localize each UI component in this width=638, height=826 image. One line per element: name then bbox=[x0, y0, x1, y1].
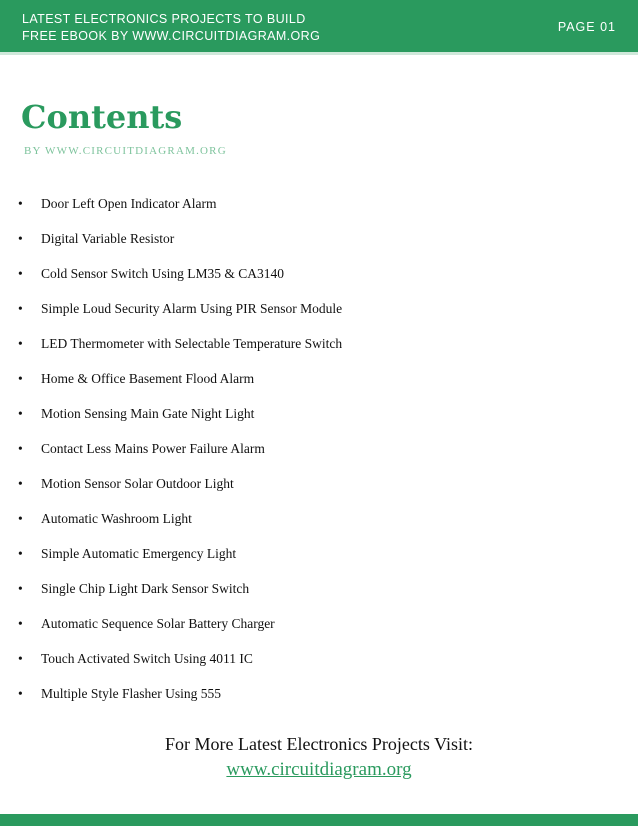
list-item-label: Automatic Washroom Light bbox=[41, 511, 192, 526]
bottom-bar bbox=[0, 814, 638, 826]
bullet-icon: • bbox=[18, 371, 23, 386]
bullet-icon: • bbox=[18, 651, 23, 666]
list-item[interactable] bbox=[0, 606, 638, 641]
footer-text: For More Latest Electronics Projects Visit: bbox=[164, 734, 474, 754]
bullet-icon: • bbox=[18, 476, 23, 491]
bullet-icon: • bbox=[18, 686, 23, 701]
bullet-icon: • bbox=[18, 231, 23, 246]
list-item-label: Cold Sensor Switch Using LM35 & CA3140 bbox=[41, 266, 285, 281]
list-item[interactable] bbox=[0, 571, 638, 606]
list-item[interactable] bbox=[0, 676, 638, 711]
list-item[interactable] bbox=[0, 536, 638, 571]
list-item[interactable] bbox=[0, 326, 638, 361]
bullet-icon: • bbox=[18, 266, 23, 281]
list-item[interactable] bbox=[0, 361, 638, 396]
list-item-label: Contact Less Mains Power Failure Alarm bbox=[41, 441, 265, 456]
bullet-icon: • bbox=[18, 581, 23, 596]
bullet-icon: • bbox=[18, 301, 23, 316]
list-item-label: Touch Activated Switch Using 4011 IC bbox=[41, 651, 253, 666]
contents-list bbox=[0, 186, 638, 711]
bullet-icon: • bbox=[18, 441, 23, 456]
bullet-icon: • bbox=[18, 406, 23, 421]
header-title-line1: LATEST ELECTRONICS PROJECTS TO BUILD bbox=[22, 12, 306, 26]
contents-title: Contents bbox=[21, 98, 183, 136]
header-title-line2: FREE EBOOK BY WWW.CIRCUITDIAGRAM.ORG bbox=[22, 29, 321, 43]
list-item-label: Automatic Sequence Solar Battery Charger bbox=[41, 616, 275, 631]
list-item[interactable] bbox=[0, 501, 638, 536]
footer-website-link[interactable]: www.circuitdiagram.org bbox=[226, 759, 412, 780]
list-item[interactable] bbox=[0, 221, 638, 256]
bullet-icon: • bbox=[18, 546, 23, 561]
list-item[interactable] bbox=[0, 186, 638, 221]
list-item[interactable] bbox=[0, 431, 638, 466]
list-item[interactable] bbox=[0, 466, 638, 501]
bullet-icon: • bbox=[18, 616, 23, 631]
list-item-label: Simple Automatic Emergency Light bbox=[41, 546, 237, 561]
list-item-label: Motion Sensor Solar Outdoor Light bbox=[41, 476, 234, 491]
page-header bbox=[0, 0, 638, 55]
bullet-icon: • bbox=[18, 511, 23, 526]
list-item[interactable] bbox=[0, 396, 638, 431]
list-item-label: Door Left Open Indicator Alarm bbox=[41, 196, 217, 211]
list-item-label: Simple Loud Security Alarm Using PIR Sensor Module bbox=[41, 301, 343, 316]
list-item-label: Single Chip Light Dark Sensor Switch bbox=[41, 581, 250, 596]
list-item[interactable] bbox=[0, 256, 638, 291]
bullet-icon: • bbox=[18, 196, 23, 211]
bullet-icon: • bbox=[18, 336, 23, 351]
header-title bbox=[22, 11, 320, 45]
list-item[interactable] bbox=[0, 291, 638, 326]
contents-subtitle: BY WWW.CIRCUITDIAGRAM.ORG bbox=[24, 145, 227, 157]
list-item-label: Home & Office Basement Flood Alarm bbox=[41, 371, 255, 386]
page-number: PAGE 01 bbox=[557, 20, 616, 34]
list-item-label: Motion Sensing Main Gate Night Light bbox=[41, 406, 255, 421]
list-item-label: Multiple Style Flasher Using 555 bbox=[41, 686, 221, 701]
list-item[interactable] bbox=[0, 641, 638, 676]
list-item-label: Digital Variable Resistor bbox=[41, 231, 175, 246]
list-item-label: LED Thermometer with Selectable Temperature Switch bbox=[41, 336, 343, 351]
